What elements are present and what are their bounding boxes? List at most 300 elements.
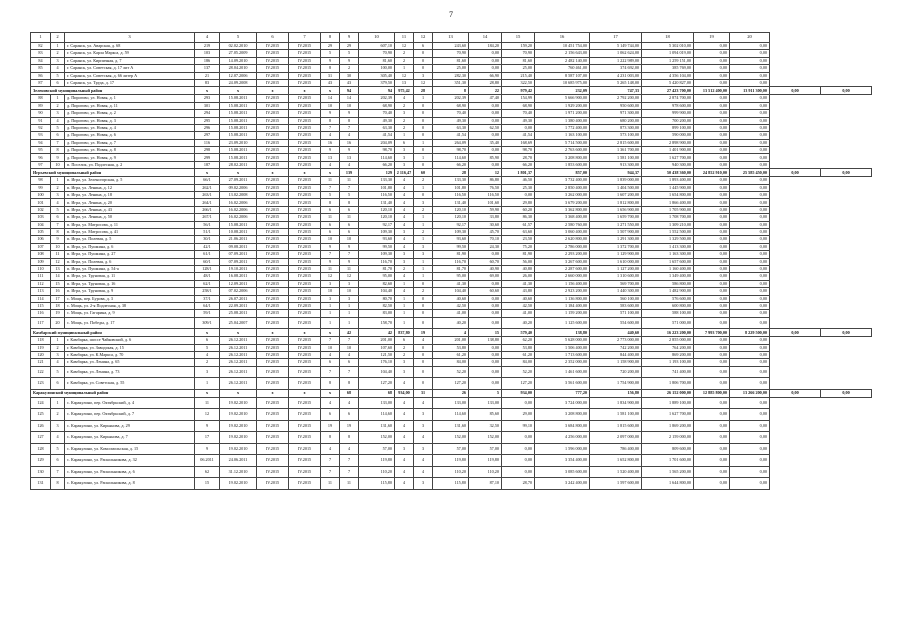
table-cell: IV.2015 (289, 117, 321, 124)
table-cell: 1 184 400,00 (535, 302, 590, 309)
table-cell: 9 (321, 147, 340, 154)
table-cell: 0,00 (730, 95, 770, 102)
table-cell: 1 309 210,00 (642, 221, 694, 228)
table-cell: 4 (395, 397, 414, 409)
table-cell: 19 (51, 310, 65, 317)
table-cell: 25,30 (502, 184, 535, 191)
table-cell: 4 (51, 432, 65, 444)
table-cell: 19.02.2010 (220, 432, 257, 444)
address-cell: с. Мощь, пер. Бурова, д. 3 (65, 295, 195, 302)
table-cell: 4 (395, 420, 414, 432)
table-cell: IV.2015 (289, 132, 321, 139)
table-cell: 0,00 (694, 337, 730, 344)
table-cell: IV.2015 (289, 139, 321, 146)
table-cell: 4 (51, 359, 65, 366)
table-cell: 118 (31, 337, 51, 344)
column-number: 17 (590, 33, 642, 43)
table-cell: IV.2015 (289, 288, 321, 295)
table-cell: 9 (340, 147, 359, 154)
table-cell: 116 (31, 310, 51, 317)
table-cell: 0,00 (469, 65, 502, 72)
table-cell: 70,40 (502, 110, 535, 117)
table-row (31, 192, 872, 199)
table-cell: 0,00 (694, 124, 730, 131)
table-cell: 152,00 (469, 432, 502, 444)
table-cell: 12 (195, 409, 220, 421)
table-row (31, 102, 872, 109)
table-cell: 0,00 (730, 117, 770, 124)
table-cell: 0,00 (730, 236, 770, 243)
table-cell: 26.12.2011 (220, 366, 257, 378)
table-cell: 305,40 (359, 72, 395, 79)
table-cell: IV.2015 (289, 124, 321, 131)
table-cell: 844 400,00 (590, 351, 642, 358)
table-cell: 2 815 600,00 (590, 139, 642, 146)
table-cell: 10 685 975,00 (535, 79, 590, 86)
table-cell: 22.09.2011 (220, 302, 257, 309)
table-cell: 111 (31, 273, 51, 280)
table-cell: 1 193 100,00 (642, 359, 694, 366)
table-cell: 1 (51, 337, 65, 344)
table-cell: 7 (340, 455, 359, 467)
table-cell: 298 (195, 147, 220, 154)
table-cell: 92,17 (359, 221, 395, 228)
table-cell: 266/1 (195, 206, 220, 213)
table-row (31, 110, 872, 117)
subtotal-cell: 857,00 (535, 169, 590, 177)
table-cell: 116,70 (433, 258, 469, 265)
table-cell: 294 (195, 110, 220, 117)
table-cell: 114 (31, 295, 51, 302)
table-cell: 133,00 (359, 397, 395, 409)
table-cell: 115 (31, 302, 51, 309)
table-row (31, 378, 872, 390)
table-cell: 0,00 (694, 72, 730, 79)
table-cell: 0,00 (730, 288, 770, 295)
table-cell: 17 (195, 432, 220, 444)
subtotal-cell: 31 (414, 389, 433, 397)
table-cell: 105 (31, 228, 51, 235)
table-cell: 24,30 (469, 243, 502, 250)
subtotal-cell: 0,00 (821, 169, 872, 177)
table-cell: IV.2015 (289, 43, 321, 50)
table-row (31, 228, 872, 235)
table-cell: 12 (395, 43, 414, 50)
table-cell: 0,00 (694, 243, 730, 250)
subtotal-cell: 12 885 800,00 (694, 389, 730, 397)
table-cell: IV.2015 (257, 79, 289, 86)
table-cell: 267/1 (195, 214, 220, 221)
subtotal-cell: 0,00 (770, 87, 821, 95)
table-cell: 101,80 (433, 184, 469, 191)
table-cell: 19.10.2011 (220, 265, 257, 272)
table-cell: 26.12.2011 (220, 359, 257, 366)
table-cell: IV.2015 (257, 102, 289, 109)
table-cell: IV.2015 (257, 273, 289, 280)
address-cell: г. Камбарка, ул. К.Маркса, д. 70 (65, 351, 195, 358)
table-cell: 2 773 000,00 (590, 337, 642, 344)
subtotal-cell: 0,00 (821, 389, 872, 397)
subtotal-cell: 0,00 (770, 389, 821, 397)
table-cell: 90 (31, 110, 51, 117)
column-number: 16 (535, 33, 590, 43)
table-cell: 1 094 019,00 (642, 50, 694, 57)
table-cell: 8 (340, 432, 359, 444)
table-cell: 10 (340, 236, 359, 243)
table-cell: IV.2015 (257, 455, 289, 467)
table-cell: 0 (414, 161, 433, 168)
table-cell: 14.09.2010 (220, 57, 257, 64)
table-cell: 95,00 (433, 273, 469, 280)
table-cell: 0,00 (730, 184, 770, 191)
table-cell: IV.2015 (289, 359, 321, 366)
subtotal-cell: 0,00 (821, 87, 872, 95)
table-cell: 63,30 (359, 124, 395, 131)
table-cell: 41,54 (433, 132, 469, 139)
table-cell: 57,00 (433, 443, 469, 455)
table-cell: 0,00 (469, 50, 502, 57)
table-cell: 600 800,00 (642, 302, 694, 309)
table-cell: 0,00 (730, 478, 770, 490)
table-cell: 3 262 000,00 (535, 192, 590, 199)
table-cell: IV.2015 (257, 57, 289, 64)
table-cell: 1 889 100,00 (642, 397, 694, 409)
table-cell: 0 (414, 132, 433, 139)
table-cell: IV.2015 (257, 161, 289, 168)
table-cell: 3 (414, 243, 433, 250)
table-cell: 0,00 (730, 302, 770, 309)
table-row (31, 221, 872, 228)
table-row (31, 139, 872, 146)
table-cell: 1 607 200,00 (590, 192, 642, 199)
table-cell: 0,00 (730, 206, 770, 213)
table-cell: 40,60 (502, 295, 535, 302)
subtotal-cell: x (321, 87, 340, 95)
table-cell: 108 (31, 251, 51, 258)
table-cell: 114,60 (433, 409, 469, 421)
address-cell: с. Каракулино, ул. Кирьянова, д. 29 (65, 420, 195, 432)
table-cell: 3 (51, 420, 65, 432)
table-cell: 2 (395, 57, 414, 64)
table-row (31, 478, 872, 490)
table-cell: 07.09.2011 (220, 258, 257, 265)
table-cell: 1 158 900,00 (590, 359, 642, 366)
table-cell: 120,10 (433, 206, 469, 213)
subtotal-cell: 25 585 450,00 (730, 169, 770, 177)
table-cell: 5 (340, 192, 359, 199)
table-cell: 5 714 500,00 (535, 139, 590, 146)
table-cell: 8 (321, 117, 340, 124)
table-cell: 1 834 900,00 (590, 397, 642, 409)
address-cell: с. Мощь, ул. Победы, д. 17 (65, 317, 195, 329)
table-cell: 3 679 200,00 (535, 199, 590, 206)
table-cell: 0,00 (694, 57, 730, 64)
column-number: 6 (257, 33, 289, 43)
table-cell: IV.2015 (257, 199, 289, 206)
table-cell: 109,30 (359, 251, 395, 258)
address-cell: п. Игра, ул. Труновая, д. 11 (65, 273, 195, 280)
subtotal-cell: 42 (359, 329, 395, 337)
table-cell: 6 (321, 221, 340, 228)
table-cell: 19.02.2010 (220, 478, 257, 490)
table-cell: 1 (414, 139, 433, 146)
table-cell: 6 (340, 228, 359, 235)
table-cell: 5 (51, 443, 65, 455)
table-cell: 3 354 400,00 (535, 455, 590, 467)
column-number: 15 (502, 33, 535, 43)
table-cell: 152,00 (359, 432, 395, 444)
table-cell: IV.2015 (289, 432, 321, 444)
table-cell: 1 (414, 154, 433, 161)
address-cell: п. Игра, ул. Полевая, д. 5 (65, 236, 195, 243)
table-cell: 187 (195, 161, 220, 168)
table-cell: 43 (340, 79, 359, 86)
address-cell: п. Игра, ул. Матросова, д. 41 (65, 228, 195, 235)
table-cell: 16 (340, 139, 359, 146)
table-cell: 63,60 (502, 228, 535, 235)
table-cell: IV.2015 (289, 79, 321, 86)
table-cell: 7 (321, 466, 340, 478)
table-cell: 1 259 151,00 (642, 57, 694, 64)
subtotal-cell: x (289, 389, 321, 397)
table-cell: 16 (51, 288, 65, 295)
table-cell: 2 (195, 359, 220, 366)
subtotal-cell: x (289, 329, 321, 337)
table-cell: 590 000,00 (642, 132, 694, 139)
table-cell: 0,00 (694, 139, 730, 146)
table-cell: 40,60 (433, 295, 469, 302)
table-cell: 87 (31, 79, 51, 86)
table-cell: 61,57 (502, 221, 535, 228)
table-cell: 5 (51, 124, 65, 131)
table-cell: 66,20 (359, 161, 395, 168)
table-cell: 70,40 (359, 110, 395, 117)
column-number-row (31, 33, 872, 43)
table-cell: 4 (321, 132, 340, 139)
address-cell: п. Поселок, ул. Подлесная, д. 2 (65, 161, 195, 168)
subtotal-cell: 13 512 400,00 (694, 87, 730, 95)
subtotal-cell: x (195, 389, 220, 397)
table-cell: 121 (31, 359, 51, 366)
table-cell: 1 552 500,00 (642, 228, 694, 235)
table-cell: IV.2015 (289, 57, 321, 64)
table-cell: 3 (414, 478, 433, 490)
table-cell: 84,00 (502, 359, 535, 366)
table-cell: 66,90 (469, 72, 502, 79)
table-cell: 3 (51, 192, 65, 199)
table-cell: 950 600,00 (590, 102, 642, 109)
table-cell: 89 (31, 102, 51, 109)
subtotal-cell: 50 438 360,00 (642, 169, 694, 177)
district-subtotal-row (31, 389, 872, 397)
table-cell: IV.2015 (257, 110, 289, 117)
table-cell: 282,30 (433, 72, 469, 79)
table-cell: 125 (31, 409, 51, 421)
table-cell: 52,20 (433, 366, 469, 378)
table-cell: 41,54 (359, 132, 395, 139)
table-cell: 1 (340, 317, 359, 329)
table-cell: 293 (195, 95, 220, 102)
table-cell: 116,50 (469, 192, 502, 199)
table-cell: 33,80 (469, 214, 502, 221)
table-cell: 1 (395, 65, 414, 72)
table-cell: 109,30 (359, 228, 395, 235)
table-cell: 0,00 (730, 366, 770, 378)
table-cell: IV.2015 (257, 310, 289, 317)
table-cell: 2 (51, 184, 65, 191)
address-cell: г. Саранск, ул. Труда, д. 17 (65, 79, 195, 86)
table-cell: 1 754 900,00 (590, 378, 642, 390)
table-cell: 3 060 400,00 (535, 228, 590, 235)
table-cell: 42/1 (195, 243, 220, 250)
table-cell: IV.2015 (257, 378, 289, 390)
table-cell: 2 855 000,00 (642, 337, 694, 344)
table-cell: 5 666 900,00 (535, 95, 590, 102)
housing-register-table (30, 32, 872, 490)
address-cell: г. Саранск, ул. Аварская, д. 68 (65, 43, 195, 50)
table-cell: 0,00 (469, 351, 502, 358)
table-cell: 116,50 (359, 192, 395, 199)
table-cell: 0,00 (694, 117, 730, 124)
subtotal-cell: x (220, 169, 257, 177)
address-cell: г. Камбарка, ул. Советская, д. 55 (65, 378, 195, 390)
column-number: 11 (395, 33, 414, 43)
table-cell: 62,50 (469, 124, 502, 131)
subtotal-cell: x (220, 87, 257, 95)
table-cell: 1 310 600,00 (590, 273, 642, 280)
table-cell: 103 (31, 214, 51, 221)
table-cell: 0,00 (469, 344, 502, 351)
table-cell: 1 869 200,00 (642, 420, 694, 432)
subtotal-cell: 68 (340, 389, 359, 397)
table-cell: 23,50 (502, 236, 535, 243)
subtotal-cell: 934,00 (502, 389, 535, 397)
table-cell: IV.2015 (257, 206, 289, 213)
table-cell: 1 127 200,00 (590, 265, 642, 272)
table-cell: 0,00 (694, 317, 730, 329)
table-cell: 109 (31, 258, 51, 265)
table-cell: 91 (31, 117, 51, 124)
table-cell: 62 (195, 466, 220, 478)
table-cell: 20 (51, 317, 65, 329)
subtotal-cell: 138,80 (535, 329, 590, 337)
table-cell: 7 (321, 366, 340, 378)
address-cell: г. Камбарка, ул. Ленина, д. 73 (65, 366, 195, 378)
table-cell: 110,20 (359, 466, 395, 478)
table-cell: 28,70 (502, 478, 535, 490)
table-row (31, 236, 872, 243)
table-row (31, 432, 872, 444)
table-cell: 61,20 (502, 351, 535, 358)
table-cell: 6 (51, 214, 65, 221)
table-cell: 10 (321, 288, 340, 295)
table-cell: 4 (395, 236, 414, 243)
subtotal-cell: 94 (359, 87, 395, 95)
column-number: 1 (31, 33, 51, 43)
table-cell: IV.2015 (289, 221, 321, 228)
table-cell: 4 (395, 214, 414, 221)
table-cell: 26.12.2011 (220, 337, 257, 344)
table-cell: 0,00 (694, 214, 730, 221)
table-cell: 0,00 (694, 206, 730, 213)
table-cell: 19 (321, 420, 340, 432)
subtotal-cell: 27 423 700,00 (642, 87, 694, 95)
table-cell: 4 (395, 199, 414, 206)
table-cell: 8 (340, 117, 359, 124)
table-cell: 59/1 (195, 310, 220, 317)
table-cell: 0,00 (469, 317, 502, 329)
register-sheet (30, 32, 872, 490)
column-number: 2 (51, 33, 65, 43)
table-cell: 6 (51, 455, 65, 467)
table-cell: 0,00 (694, 132, 730, 139)
table-cell: 120,10 (359, 206, 395, 213)
table-cell: 0,00 (730, 102, 770, 109)
table-cell: 52,20 (502, 366, 535, 378)
table-cell: IV.2015 (289, 409, 321, 421)
table-cell: 0,00 (694, 161, 730, 168)
table-cell: 43 (321, 79, 340, 86)
table-cell: 1 659 700,00 (590, 214, 642, 221)
address-cell: д. Пирогово, ул. Новая, д. 6 (65, 132, 195, 139)
table-cell: 60,70 (469, 258, 502, 265)
table-cell: 1 (340, 302, 359, 309)
subtotal-cell: 129 (359, 169, 395, 177)
table-cell: 0,00 (694, 50, 730, 57)
table-cell: 10 (51, 161, 65, 168)
table-cell: 81,70 (359, 265, 395, 272)
table-cell: 3 368 400,00 (535, 214, 590, 221)
table-cell: 201,00 (359, 337, 395, 344)
table-cell: 09.02.2006 (220, 184, 257, 191)
table-cell: 3 (395, 258, 414, 265)
address-cell: п. Игра, ул. Зеленогорская, д. 5 (65, 177, 195, 184)
table-cell: 0,00 (469, 251, 502, 258)
table-cell: 2 (414, 177, 433, 184)
table-cell: 176,10 (359, 359, 395, 366)
table-cell: 133,00 (469, 397, 502, 409)
table-row (31, 161, 872, 168)
table-cell: 0,00 (469, 359, 502, 366)
district-name: Камбарский муниципальный район (31, 329, 195, 337)
table-cell: 4 (395, 184, 414, 191)
table-cell: 295 (195, 117, 220, 124)
table-cell: 131 (31, 478, 51, 490)
table-cell: 554 600,00 (590, 317, 642, 329)
address-cell: д. Пирогово, ул. Новая, д. 4 (65, 124, 195, 131)
table-cell: 264/1 (195, 199, 220, 206)
table-cell: 49,30 (359, 117, 395, 124)
table-cell: 28,70 (502, 154, 535, 161)
table-cell: IV.2015 (289, 466, 321, 478)
table-cell: 51/1 (195, 228, 220, 235)
table-cell: 0,00 (694, 110, 730, 117)
table-cell: 6 (321, 359, 340, 366)
table-cell: 26.12.2011 (220, 378, 257, 390)
table-cell: 130 (31, 466, 51, 478)
table-cell: 607,10 (359, 43, 395, 50)
table-cell: 95 (31, 147, 51, 154)
table-cell: IV.2015 (257, 443, 289, 455)
table-cell: 0,00 (730, 139, 770, 146)
table-cell: 3 208 800,00 (535, 409, 590, 421)
table-row (31, 154, 872, 161)
table-cell: 8 (340, 378, 359, 390)
table-cell: 12 (321, 273, 340, 280)
table-cell: 26.12.2011 (220, 344, 257, 351)
table-cell: 66/1 (195, 177, 220, 184)
table-cell: 6 (340, 359, 359, 366)
